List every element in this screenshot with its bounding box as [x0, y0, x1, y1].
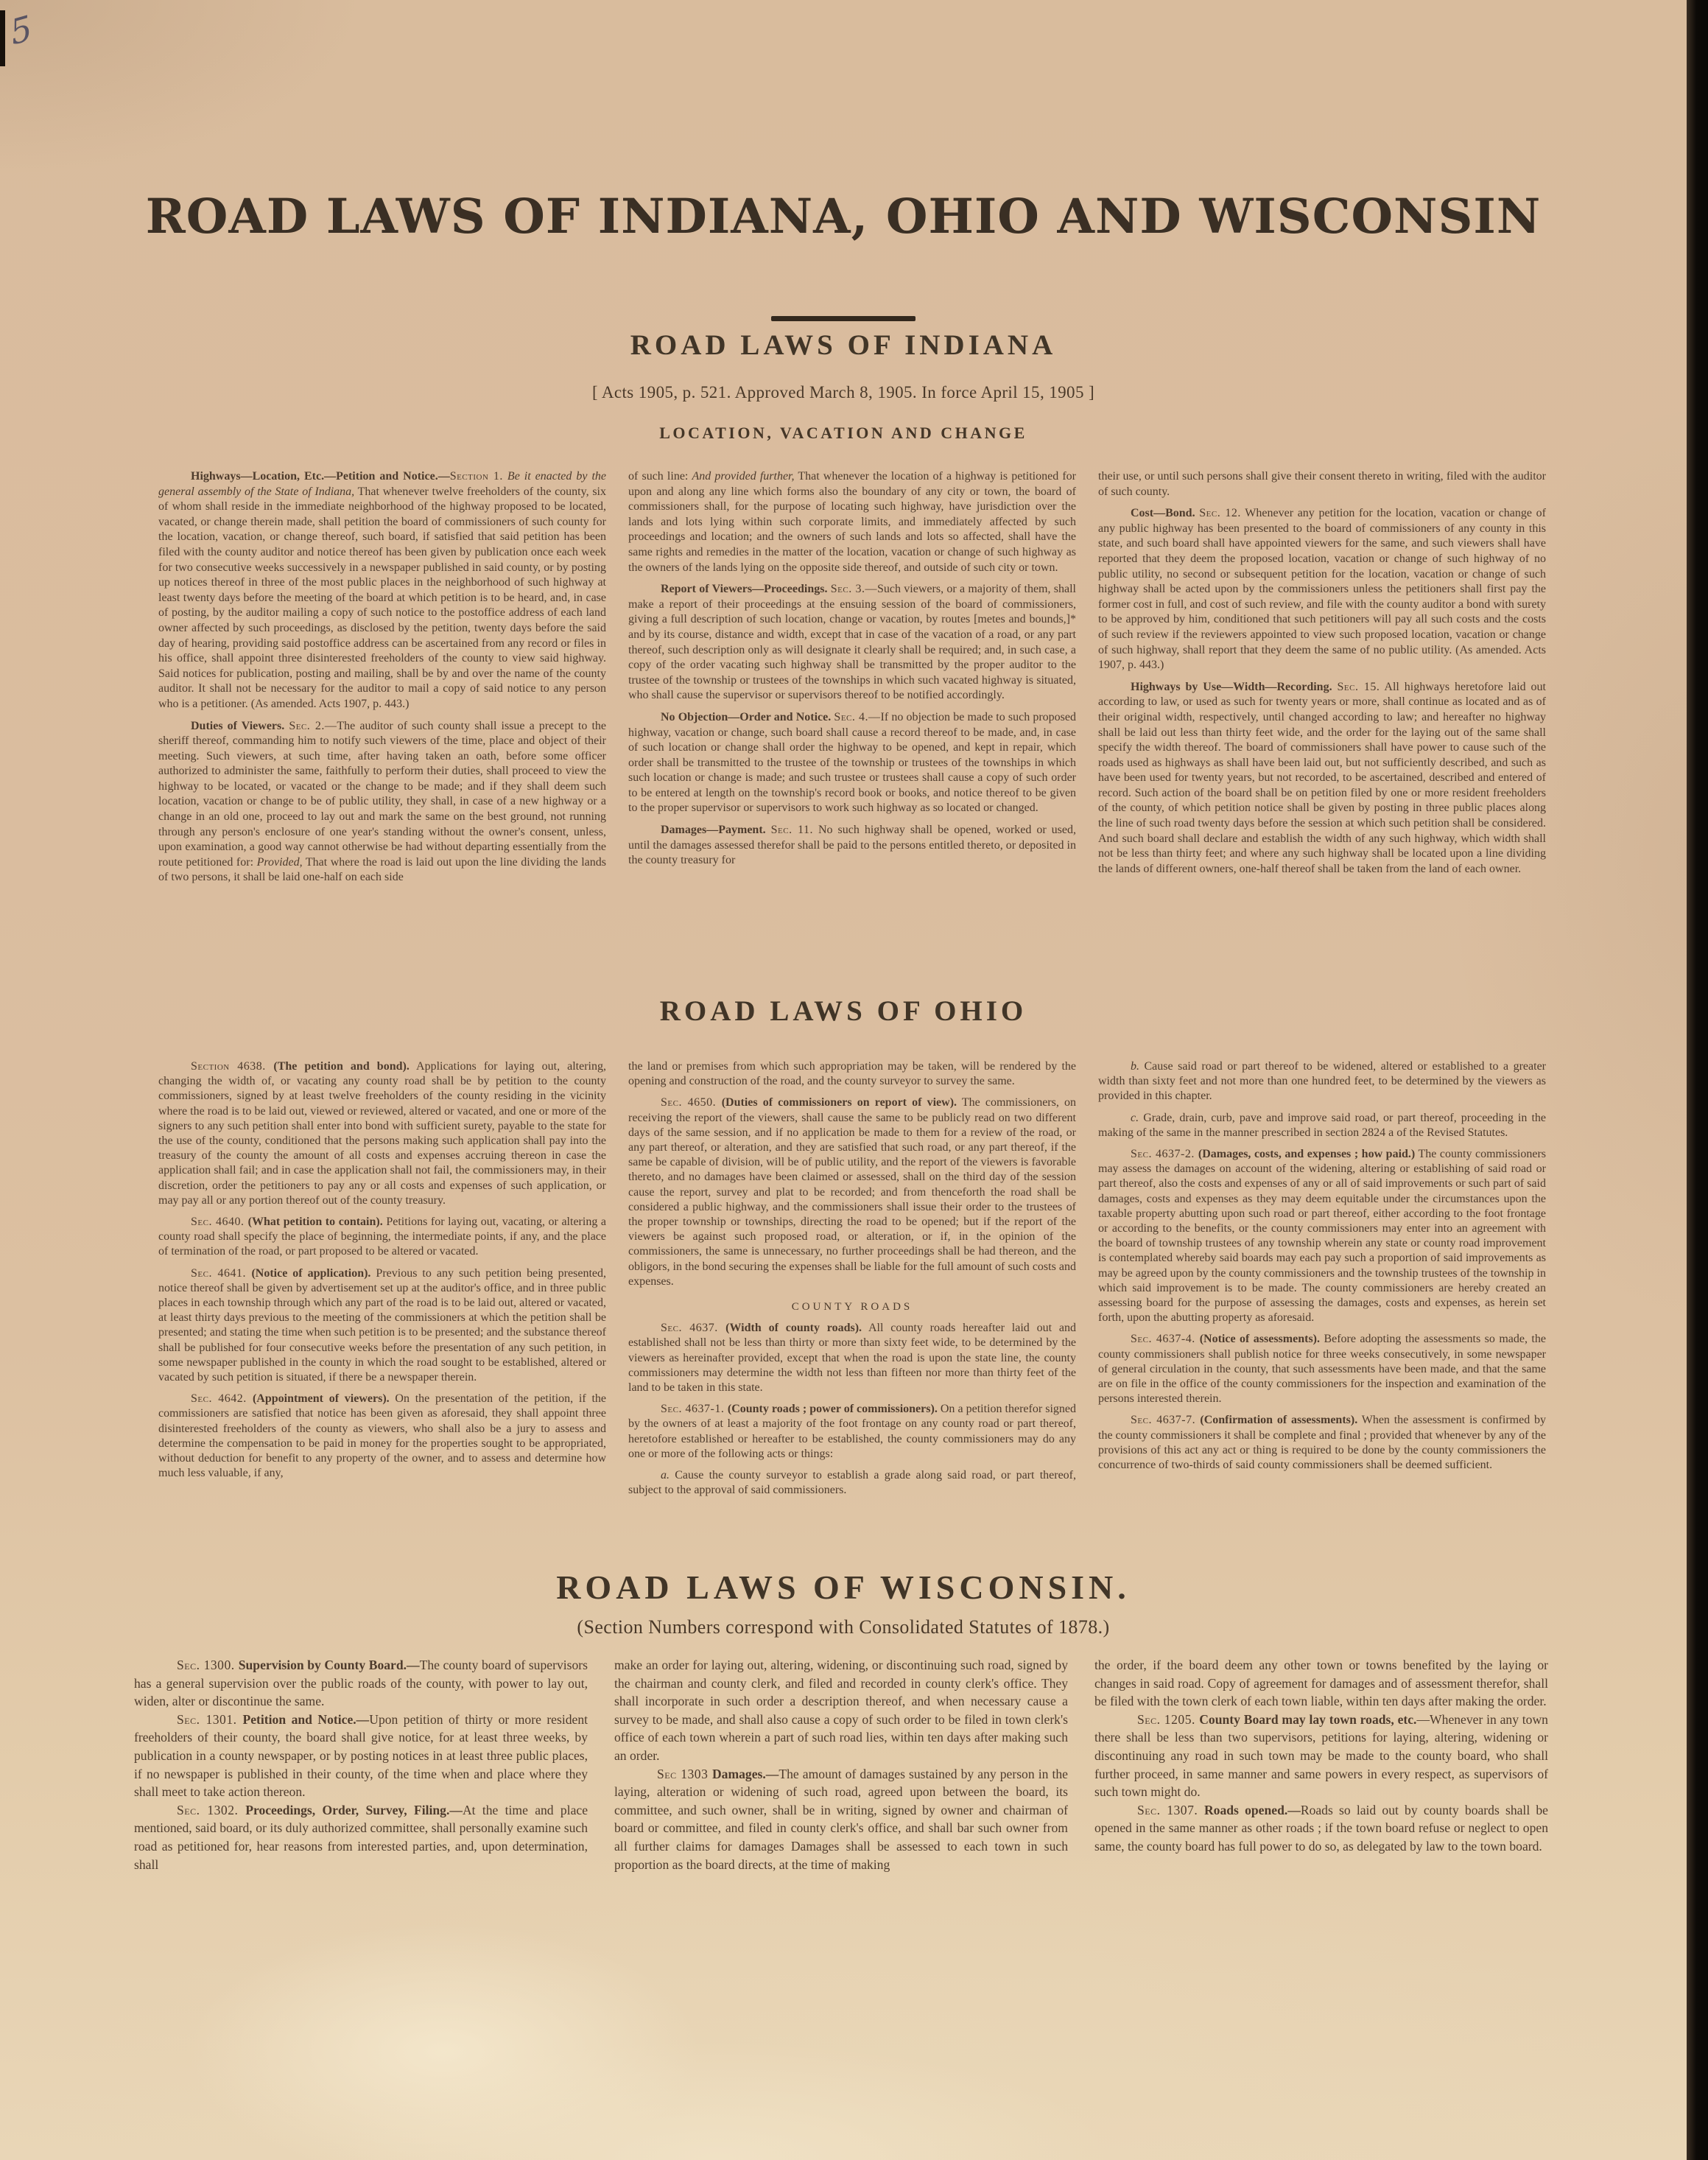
- paragraph: of such line: And provided further, That whenever the location of a highway is petitioned for upon and along any line which forms also the boundary of any city or town, the board of commissioners shall, for the purpose of locating such highway, have jurisdiction over the lands and lots lying within such corporate limits, and immediately affected by such proceedings and location; and the owners of such lands and lots so affected, shall have the same rights and remedies in the matter of the location, vacation or change of such highway as the owners of the lands lying on the opposite side thereof, and outside of such city or town.: [628, 470, 1076, 574]
- paragraph: Sec. 1302. Proceedings, Order, Survey, Filing.—At the time and place mentioned, said board, or its duly authorized committee, shall personally examine such road as petitioned for, hear reasons from interested parties, and, upon determination, shall: [134, 1802, 588, 1872]
- paragraph: Sec. 4650. (Duties of commissioners on report of view). The commissioners, on receiving the report of the viewers, shall cause the same to be publicly read on two different days of the same session, and if no application be made to them for a review of the road, or any part thereof, or alteration, and they are satisfied that such road, or any part thereof, if the same be capable of division, will be of public utility, and the report of the viewers is favorable thereto, and no damages have been claimed or assessed, shall on the third day of the session cause the report, survey and plat to be recorded; and from thenceforth the road shall be considered a public highway, and the commissioners shall issue their order to the trustees of the proper township or townships, directing the road to be opened; but if the report of the viewers be against such proposed road, or alteration, or if, in the opinion of the commissioners, the same is unnecessary, no further proceedings shall be had thereon, and the obligors, in the bond securing the expenses shall be liable for the full amount of such costs and expenses.: [628, 1096, 1076, 1288]
- wisconsin-text-columns: [134, 1656, 1548, 1873]
- handwritten-page-number: 5: [7, 7, 35, 53]
- text-column: [158, 1059, 606, 1498]
- text-column: [1098, 1059, 1546, 1498]
- paragraph: the land or premises from which such appropriation may be taken, will be rendered by the opening and construction of the road, and the county surveyor to survey the same.: [628, 1060, 1076, 1088]
- paragraph: Cost—Bond. Sec. 12. Whenever any petition for the location, vacation or change of any public highway has been presented to the board of commissioners of any county in this state, and such board shall have appointed viewers for the same, and such viewers shall have reported that they deem the proposed location, vacation or change of such highway of no public utility, no second or subsequent petition for the location, vacation or change of such highway shall be acted upon by the commissioners unless the petitioners shall first pay the former cost in full, and cost of such review, and file with the county auditor a bond with surety to be approved by him, conditioned that such petitioners will pay all such costs and the costs of such review if the reviewers appointed to view such proposed location, vacation or change of such highway, shall report that they deem the same of no public utility. (As amended. Acts 1907, p. 443.): [1098, 507, 1547, 672]
- text-column: [628, 469, 1076, 886]
- paragraph: Report of Viewers—Proceedings. Sec. 3.—Such viewers, or a majority of them, shall make a report of their proceedings at the ensuing session of the board of commissioners, giving a full description of such location, change or vacation, by routes [metes and bounds,]* and by its course, distance and width, except that in case of the vacation of a road, or any part thereof, such description only as will designate it clearly shall be required; and, in such case, a copy of the order vacating such highway shall be transmitted by the proper auditor to the trustee of the township or trustees of the townships in which such vacated highway is situated, who shall cause the supervisor or supervisors thereof to be notified accordingly.: [628, 583, 1077, 702]
- paragraph: c. Grade, drain, curb, pave and improve said road, or part thereof, proceeding in the making of the same in the manner prescribed in section 2824 a of the Revised Statutes.: [1098, 1111, 1546, 1139]
- indiana-citation-text: [ Acts 1905, p. 521. Approved March 8, 1905. In force April 15, 1905 ]: [591, 383, 1095, 402]
- scan-edge-right-black-bar: [1687, 0, 1708, 2160]
- wisconsin-subtitle-text: (Section Numbers correspond with Consolidated Statutes of 1878.): [577, 1616, 1110, 1638]
- text-column: [628, 1059, 1076, 1498]
- ohio-title: ROAD LAWS OF OHIO: [659, 995, 1027, 1027]
- paragraph: Sec. 4637-1. (County roads ; power of commissioners). On a petition therefor signed by the owners of at least a majority of the foot frontage on any county road or part thereof, heretofore established or hereafter to be established, the county commissioners may do any one or more of the following acts or things:: [628, 1403, 1076, 1460]
- paragraph: Sec. 4637-4. (Notice of assessments). Before adopting the assessments so made, the county commissioners shall publish notice for three weeks consecutively, in some newspaper of general circulation in the county, that such assessments have been made, and that the same are on file in the office of the county commissioners for the inspection and examination of the persons interested therein.: [1098, 1333, 1546, 1406]
- ohio-text-columns: [158, 1059, 1546, 1498]
- paragraph: Damages—Payment. Sec. 11. No such highway shall be opened, worked or used, until the damages assessed therefor shall be paid to the persons entitled thereto, or deposited in the county treasury for: [628, 824, 1076, 867]
- paragraph: Sec. 1300. Supervision by County Board.—The county board of supervisors has a general supervision over the public roads of the county, with power to lay out, widen, alter or discontinue the same.: [134, 1658, 588, 1709]
- paragraph: Sec. 4637. (Width of county roads). All county roads hereafter laid out and established shall not be less than thirty or more than sixty feet wide, to be determined by the viewers as hereinafter provided, except that when the road is upon the state line, the county commissioners may determine the width not less than fifteen nor more than thirty feet of the land to be taken in this state.: [628, 1322, 1076, 1395]
- paragraph: Section 4638. (The petition and bond). Applications for laying out, altering, changing the width of, or vacating any county road shall be by petition to the county commissioners, signed by at least twelve freeholders of the county residing in the vicinity where the road is to be laid out, viewed or reviewed, altered or vacated, and one or more of the signers to any such petition shall enter into bond with sufficient surety, payable to the state for the use of the county, conditioned that the persons making such application shall pay into the treasury of the county the amount of all costs and expenses accruing thereon in case the application shall fail; and in case the application shall not fail, the commissioners may, in their discretion, order the petitioners to pay any or all costs and expenses of such application, or may pay all or any portion thereof out of the county treasury.: [158, 1060, 607, 1207]
- paragraph: Sec. 1307. Roads opened.—Roads so laid out by county boards shall be opened in the same manner as other roads ; if the town board refuse or neglect to open same, the county board has full power to do so, as delegated by law to the town board.: [1094, 1802, 1548, 1854]
- indiana-section-heading: [0, 329, 1687, 362]
- text-column: [614, 1656, 1068, 1873]
- paragraph: Sec. 4642. (Appointment of viewers). On the presentation of the petition, if the commissioners are satisfied that notice has been given as aforesaid, they shall appoint three disinterested freeholders of the county as viewers, who shall also be a jury to assess and determine the compensation to be paid in money for the properties sought to be appropriated, without deduction for benefit to any property of the owner, and to assess and determine how much less valuable, if any,: [158, 1392, 606, 1480]
- wisconsin-subtitle: [0, 1616, 1687, 1638]
- ohio-section-heading: [0, 995, 1687, 1028]
- text-column: [1094, 1656, 1548, 1873]
- paragraph: Sec. 4637-2. (Damages, costs, and expenses ; how paid.) The county commissioners may assess the damages on account of the widening, altering or establishing of said road or part thereof, also the costs and expenses of any or all of said improvements or such part of said damages, costs and expenses as they may deem equitable under the circumstances upon the taxable property abutting upon such road or part thereof, either according to the foot frontage or according to the benefits, or the county commissioners may enter into an agreement with the board of township trustees of any township wherein any state or county road improvement is contemplated whereby said boards may each pay such a proportion of said improvements as may be agreed upon by the county commissioners and the township trustees of the township in which said improvement is to be made. The county commissioners are hereby created an assessing board for the purpose of assessing the damages, costs and expenses, as herein set forth, upon the abutting property as aforesaid.: [1098, 1148, 1546, 1325]
- text-column: [134, 1656, 588, 1873]
- paragraph: b. Cause said road or part thereof to be widened, altered or established to a greater width than sixty feet and not more than one hundred feet, to be determined by the viewers as provided in this chapter.: [1098, 1060, 1546, 1103]
- text-column: [1098, 469, 1546, 886]
- paragraph: Sec. 4641. (Notice of application). Previous to any such petition being presented, notice thereof shall be given by advertisement set up at the auditor's office, and in three public places in each township through which any part of the road is to be laid out, altered or vacated, at least thirty days previous to the meeting of the commissioners at which the petition shall be presented; and stating the time when such petition is to be presented; and the substance thereof shall be published for four consecutive weeks before the presentation of any such petition, in some newspaper published in the county in which the road sought to be established, altered or vacated by such petition is situated, if there be a newspaper therein.: [158, 1266, 606, 1384]
- paragraph: make an order for laying out, altering, widening, or discontinuing such road, signed by the chairman and county clerk, and filed and recorded in county clerk's office. They shall incorporate in such order a description thereof, and when necessary cause a survey to be made, and shall also cause a copy of such order to be filed in town clerk's office of each town wherein a part of such road lies, within ten days after making such an order.: [614, 1658, 1068, 1763]
- paragraph: the order, if the board deem any other town or towns benefited by the laying or changes in said road. Copy of agreement for damages and of assessment therefor, shall be filed with the town clerk of each town liable, within ten days after making the order.: [1094, 1658, 1548, 1709]
- paragraph: their use, or until such persons shall give their consent thereto in writing, filed with the auditor of such county.: [1098, 470, 1546, 498]
- wisconsin-section-heading: [0, 1568, 1687, 1607]
- wisconsin-title: ROAD LAWS OF WISCONSIN.: [556, 1568, 1131, 1606]
- paragraph: Highways by Use—Width—Recording. Sec. 15. All highways heretofore laid out according to law, or used as such for twenty years or more, shall continue as located and as of their original width, respectively, until changed according to law; and hereafter no highway shall be laid out less than thirty feet wide, and the order for the laying out of the same shall specify the width thereof. The board of commissioners shall have power to cause such of the roads used as highways as shall have been laid out, but not sufficiently described, and such as have been used for twenty years, but not recorded, to be ascertained, described and entered of record. Such action of the board shall be on petition filed by one or more resident freeholders of the county, of which petition notice shall be given by posting in three public places along the line of such road twenty days before the session at which such petition shall be considered. And such board shall declare and establish the width of any such highway, which width shall not be less than thirty feet; and where any such highway shall be located upon a line dividing the lands of different owners, one-half thereof shall be taken from the land of each owner.: [1098, 680, 1546, 875]
- indiana-citation: [0, 383, 1687, 402]
- page-title: ROAD LAWS OF INDIANA, OHIO AND WISCONSIN: [145, 189, 1542, 245]
- indiana-subheading-text: LOCATION, VACATION AND CHANGE: [659, 424, 1027, 442]
- paragraph: Highways—Location, Etc.—Petition and Notice.—Section 1. Be it enacted by the general assembly of the State of Indiana, That whenever twelve freeholders of the county, six of whom shall reside in the immediate neighborhood of the highway proposed to be located, vacated, or change therein made, shall petition the board of commissioners of such county for the location, vacation, or change thereof, such board, if satisfied that said petition has been filed with the county auditor and notice thereof has been given by publication once each week for two consecutive weeks successively in a newspaper published in said county, or by posting up notices thereof in three of the most public places in the neighborhood of such highway at least twenty days before the meeting of the board at which petition is to be heard, and, in case of posting, by the auditor mailing a copy of such notice to the postoffice address of each land owner affected by such proceedings, as disclosed by the petition, twenty days before the said day of hearing, providing said postoffice address can be ascertained from any record or files in his office, shall appoint three disinterested freeholders of the county to view said highway. Said notices for publication, posting and mailing, shall be by and over the name of the county auditor. It shall not be necessary for the auditor to mail a copy of said notice to any person who is a petitioner. (As amended. Acts 1907, p. 443.): [158, 470, 607, 710]
- indiana-subheading: [0, 424, 1687, 443]
- paragraph: Sec. 1301. Petition and Notice.—Upon petition of thirty or more resident freeholders of their county, the board shall give notice, for at least three weeks, by publication in a county newspaper, or by posting notices in at least three public places, if no newspaper is published in their county, of the time when and place where they shall meet to take action thereon.: [134, 1711, 588, 1800]
- text-column: [158, 469, 606, 886]
- paragraph: Sec. 1205. County Board may lay town roads, etc.—Whenever in any town there shall be less than two supervisors, petitions for laying, altering, widening or discontinuing any road in such town may be made to the county board, who shall further proceed, in same manner and same powers in every respect, as supervisors of such town might do.: [1094, 1711, 1548, 1800]
- paragraph: Duties of Viewers. Sec. 2.—The auditor of such county shall issue a precept to the sheriff thereof, commanding him to notify such viewers of the time, place and object of their meeting. Such viewers, at such time, after having taken an oath, before some officer authorized to administer the same, faithfully to perform their duties, shall proceed to view the highway to be located, or vacated or the change to be made; and if they shall deem such location, vacation or change to be of public utility, they shall, in case of a new highway or a change in an old one, proceed to lay out and mark the same on the best ground, not running through any person's enclosure of one year's standing without the owner's consent, unless, upon examination, a good way cannot otherwise be had without departing essentially from the route petitioned for: Provided, That where the road is laid out upon the line dividing the lands of two persons, it shall be laid one-half on each side: [158, 719, 606, 884]
- paragraph: Sec. 4637-7. (Confirmation of assessments). When the assessment is confirmed by the county commissioners it shall be complete and final ; provided that whenever by any of the provisions of this act any act or thing is required to be done by the county commissioners the concurrence of two-thirds of said county commissioners shall be deemed sufficient.: [1098, 1414, 1546, 1472]
- indiana-title: ROAD LAWS OF INDIANA: [630, 329, 1057, 361]
- paragraph: No Objection—Order and Notice. Sec. 4.—If no objection be made to such proposed highway, vacation or change, such board shall cause a record thereof to be made, and, in case of such location or change shall order the highway to be opened, and kept in repair, which order shall be transmitted to the trustee of the township or trustees of the townships in which such location or change is made; and such trustee or trustees shall cause a copy of such order to be entered at length on the township's record book or books, and notice thereof to be given to the proper supervisor or supervisors to work such highway as so located or changed.: [628, 710, 1077, 815]
- indiana-text-columns: [158, 469, 1546, 886]
- paragraph: a. Cause the county surveyor to establish a grade along said road, or part thereof, subject to the approval of said commissioners.: [628, 1469, 1076, 1497]
- scan-edge-left-mark: [0, 10, 5, 66]
- column-subheading: COUNTY ROADS: [791, 1301, 913, 1314]
- paragraph: Sec. 4640. (What petition to contain). Petitions for laying out, vacating, or altering a county road shall specify the place of beginning, the intermediate points, if any, and the place of termination of the road, or part proposed to be altered or vacated.: [158, 1216, 607, 1258]
- title-divider: [771, 316, 915, 321]
- paragraph: Sec 1303 Damages.—The amount of damages sustained by any person in the laying, alteration or widening of such road, agreed upon between the board, its committee, and such owner, shall be in writing, signed by owner and chairman of board or committee, and filed in county clerk's office, and shall bar such owner from all further claims for damages Damages shall be assessed to each town in such proportion as the board directs, at the time of making: [614, 1766, 1068, 1872]
